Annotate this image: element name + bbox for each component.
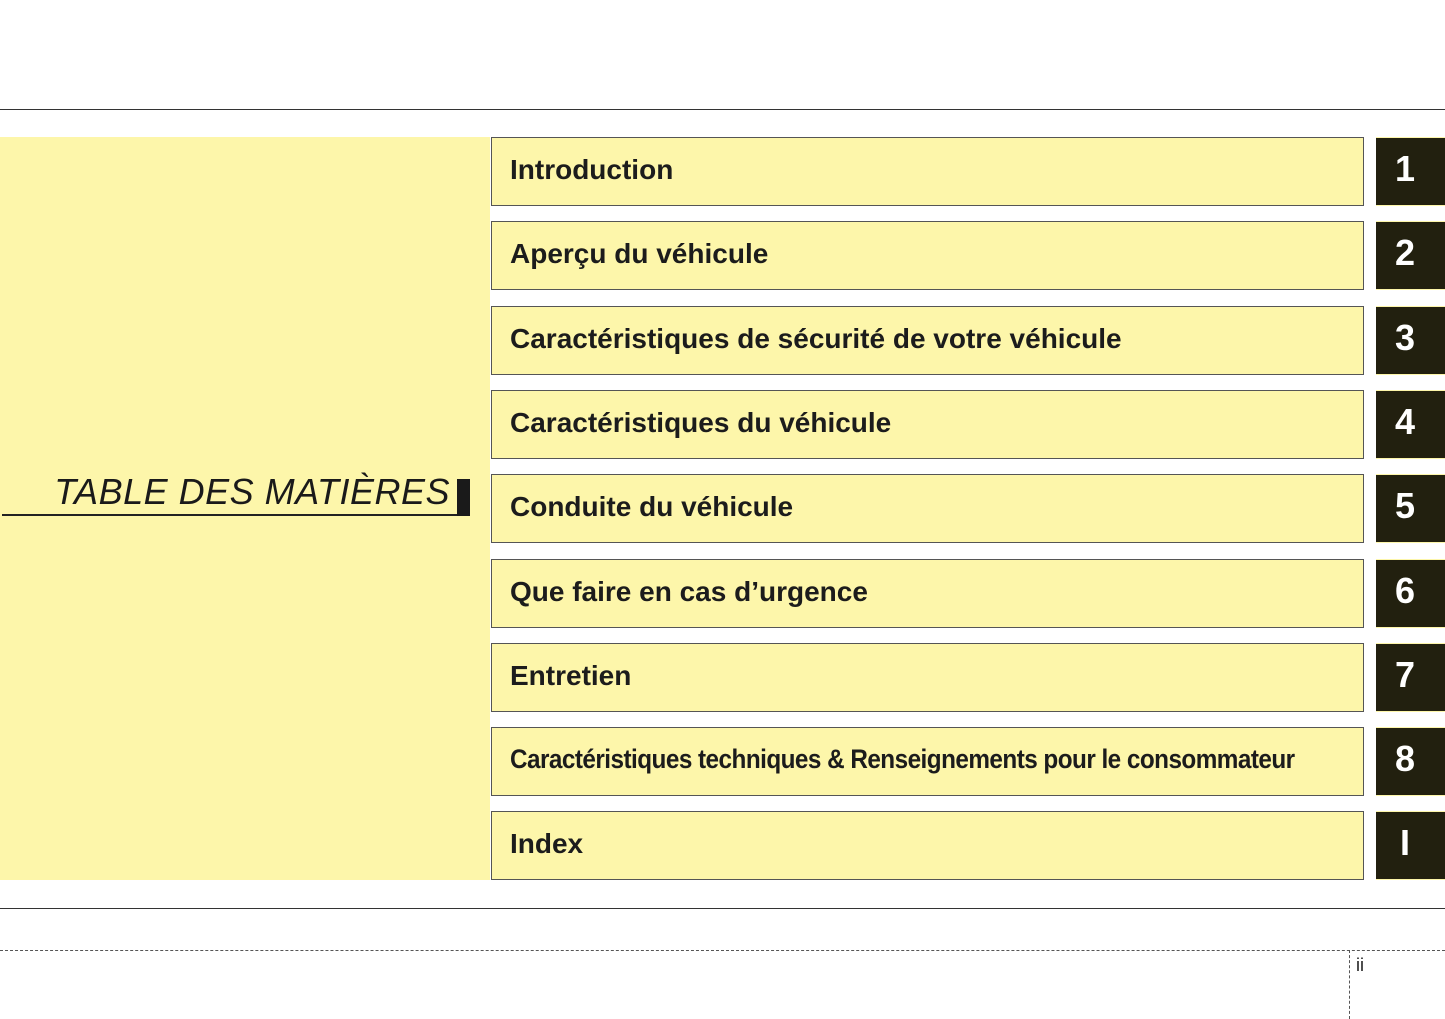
chapter-tab-7[interactable] xyxy=(1376,643,1445,712)
chapter-row-conduite[interactable] xyxy=(491,474,1364,543)
chapter-title: Aperçu du véhicule xyxy=(510,238,769,269)
chapter-row-index[interactable] xyxy=(491,811,1364,880)
chapter-tab-1[interactable] xyxy=(1376,137,1445,206)
toc-heading-title: TABLE DES MATIÈRES xyxy=(54,471,450,512)
chapter-tab-label: 5 xyxy=(1394,485,1416,526)
chapter-tab-label: 1 xyxy=(1394,148,1416,189)
chapter-row-securite[interactable] xyxy=(491,306,1364,375)
footer-dashed-divider xyxy=(1349,950,1350,1019)
bottom-rule xyxy=(0,908,1445,909)
chapter-tab-8[interactable] xyxy=(1376,727,1445,796)
chapter-row-introduction[interactable] xyxy=(491,137,1364,206)
chapter-title: Caractéristiques de sécurité de votre véhicule xyxy=(510,323,1122,354)
chapter-tab-5[interactable] xyxy=(1376,474,1445,543)
chapter-row-caracteristiques[interactable] xyxy=(491,390,1364,459)
chapter-tab-4[interactable] xyxy=(1376,390,1445,459)
chapter-title: Index xyxy=(510,828,584,859)
chapter-tab-label: 3 xyxy=(1394,317,1416,358)
chapter-tab-label: 6 xyxy=(1394,570,1416,611)
chapter-row-apercu[interactable] xyxy=(491,221,1364,290)
chapter-tab-label: 8 xyxy=(1394,738,1416,779)
chapter-title: Caractéristiques du véhicule xyxy=(510,407,892,438)
chapter-title: Entretien xyxy=(510,660,632,691)
chapter-tab-label: 2 xyxy=(1394,232,1416,273)
chapter-title: Conduite du véhicule xyxy=(510,491,794,522)
heading-marker-bar xyxy=(457,479,470,516)
chapter-tab-label: I xyxy=(1399,822,1410,863)
toc-heading xyxy=(2,472,470,516)
chapter-row-entretien[interactable] xyxy=(491,643,1364,712)
chapter-tab-3[interactable] xyxy=(1376,306,1445,375)
footer-dashed-line xyxy=(0,950,1445,951)
chapter-tab-label: 4 xyxy=(1394,401,1416,442)
chapter-tab-label: 7 xyxy=(1394,654,1416,695)
chapter-row-techniques[interactable] xyxy=(491,727,1364,796)
top-rule xyxy=(0,109,1445,110)
chapter-title: Caractéristiques techniques & Renseignements pour le consommateur xyxy=(510,744,1295,774)
page-number: ii xyxy=(1356,955,1364,975)
chapter-title: Que faire en cas d’urgence xyxy=(510,576,868,607)
chapter-title: Introduction xyxy=(510,154,674,185)
chapter-row-urgence[interactable] xyxy=(491,559,1364,628)
chapter-tab-2[interactable] xyxy=(1376,221,1445,290)
chapter-tab-6[interactable] xyxy=(1376,559,1445,628)
chapter-tab-index[interactable] xyxy=(1376,811,1445,880)
